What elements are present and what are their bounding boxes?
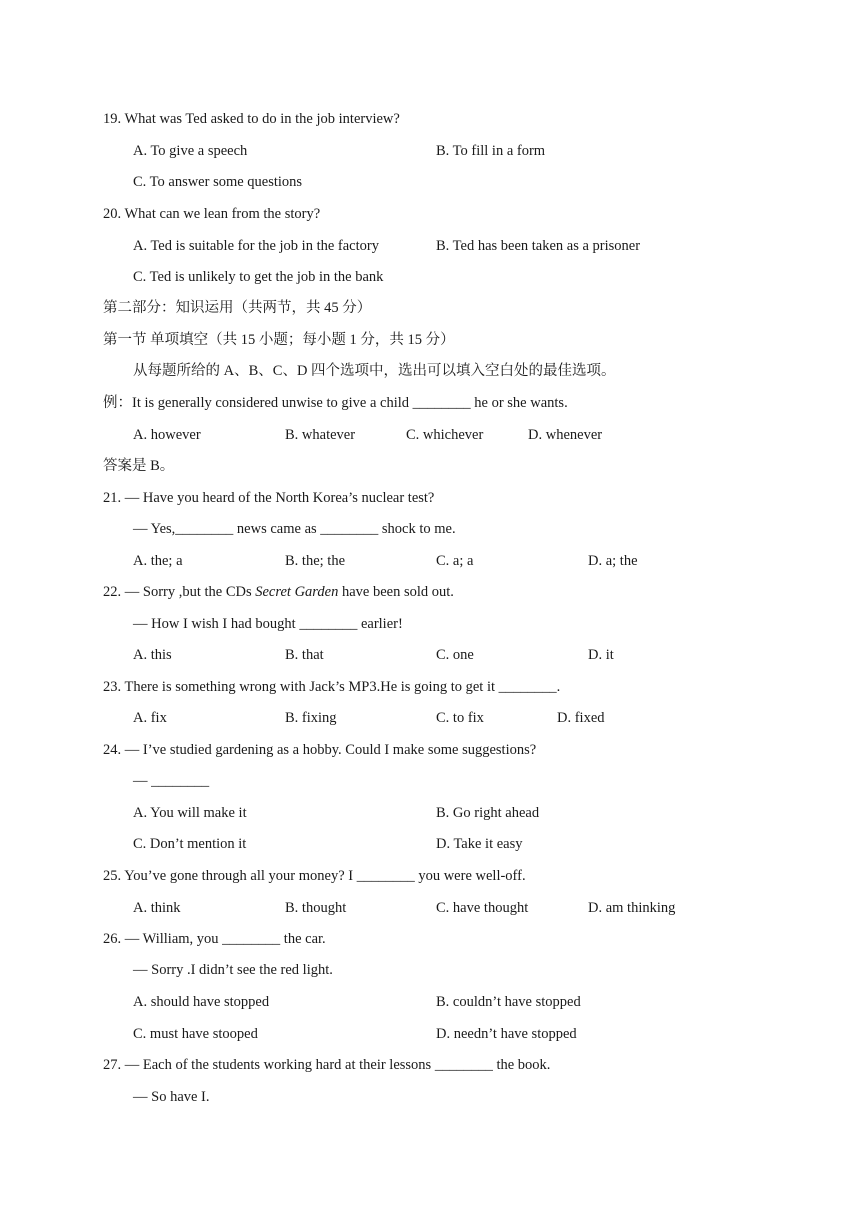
- example-option-a: A. however: [133, 427, 201, 443]
- question-27-reply: — So have I.: [133, 1089, 210, 1105]
- question-26-option-d: D. needn’t have stopped: [436, 1026, 577, 1042]
- question-24-stem: 24. — I’ve studied gardening as a hobby. Could I make some suggestions?: [103, 742, 537, 758]
- question-22-stem: [103, 583, 454, 601]
- question-20-option-b: B. Ted has been taken as a prisoner: [436, 238, 641, 254]
- question-23-option-a: A. fix: [133, 710, 167, 726]
- question-22-option-a: A. this: [133, 647, 172, 663]
- question-20-stem: 20. What can we lean from the story?: [103, 206, 321, 222]
- question-22-cd-title: Secret Garden: [255, 584, 339, 600]
- question-24-option-d: D. Take it easy: [436, 836, 523, 852]
- question-26-option-a: A. should have stopped: [133, 994, 270, 1010]
- question-21-option-b: B. the; the: [285, 553, 346, 569]
- question-21-reply: — Yes,________ news came as ________ shock to me.: [133, 521, 456, 537]
- question-24-reply: — ________: [133, 773, 210, 789]
- question-22-option-d: D. it: [588, 647, 614, 663]
- question-22-stem-end: have been sold out.: [338, 584, 454, 600]
- question-23-stem: 23. There is something wrong with Jack’s MP3.He is going to get it ________.: [103, 679, 561, 695]
- question-21-option-c: C. a; a: [436, 553, 474, 569]
- question-24-option-b: B. Go right ahead: [436, 805, 540, 821]
- question-25-option-c: C. have thought: [436, 900, 529, 916]
- question-21-stem: 21. — Have you heard of the North Korea’s nuclear test?: [103, 490, 435, 506]
- question-21-option-a: A. the; a: [133, 553, 183, 569]
- question-26-option-c: C. must have stooped: [133, 1026, 258, 1042]
- question-26-stem: 26. — William, you ________ the car.: [103, 931, 326, 947]
- question-21-option-d: D. a; the: [588, 553, 638, 569]
- section-instruction: 从每题所给的 A、B、C、D 四个选项中，选出可以填入空白处的最佳选项。: [133, 363, 616, 379]
- part-two-heading: 第二部分：知识运用（共两节，共 45 分）: [103, 300, 372, 316]
- question-23-option-c: C. to fix: [436, 710, 484, 726]
- section-one-heading: 第一节 单项填空（共 15 小题；每小题 1 分，共 15 分）: [103, 332, 455, 348]
- question-19-stem: 19. What was Ted asked to do in the job interview?: [103, 111, 400, 127]
- question-25-option-d: D. am thinking: [588, 900, 676, 916]
- question-25-stem: 25. You’ve gone through all your money? I ________ you were well-off.: [103, 868, 526, 884]
- question-22-reply: — How I wish I had bought ________ earlier!: [133, 616, 403, 632]
- question-20-option-a: A. Ted is suitable for the job in the factory: [133, 238, 379, 254]
- question-24-option-a: A. You will make it: [133, 805, 247, 821]
- question-22-option-b: B. that: [285, 647, 324, 663]
- example-answer: 答案是 B。: [103, 458, 175, 474]
- question-23-option-d: D. fixed: [557, 710, 605, 726]
- question-25-option-a: A. think: [133, 900, 181, 916]
- question-20-option-c: C. Ted is unlikely to get the job in the bank: [133, 269, 384, 285]
- example-option-c: C. whichever: [406, 427, 484, 443]
- question-22-option-c: C. one: [436, 647, 474, 663]
- question-19-option-b: B. To fill in a form: [436, 143, 546, 159]
- question-27-stem: 27. — Each of the students working hard at their lessons ________ the book.: [103, 1057, 551, 1073]
- question-26-reply: — Sorry .I didn’t see the red light.: [133, 962, 333, 978]
- question-22-stem-start: 22. — Sorry ,but the CDs: [103, 584, 256, 600]
- example-stem: 例：It is generally considered unwise to give a child ________ he or she wants.: [103, 395, 568, 411]
- question-19-option-c: C. To answer some questions: [133, 174, 303, 190]
- example-option-d: D. whenever: [528, 427, 603, 443]
- question-24-option-c: C. Don’t mention it: [133, 836, 247, 852]
- question-19-option-a: A. To give a speech: [133, 143, 248, 159]
- question-26-option-b: B. couldn’t have stopped: [436, 994, 581, 1010]
- question-23-option-b: B. fixing: [285, 710, 337, 726]
- question-25-option-b: B. thought: [285, 900, 347, 916]
- example-option-b: B. whatever: [285, 427, 356, 443]
